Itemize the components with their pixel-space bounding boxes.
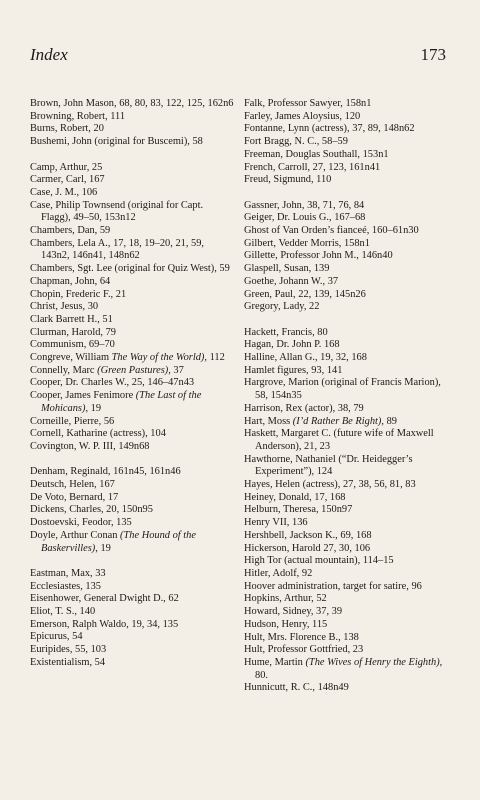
index-entry-text: Halline, Allan G., 19, 32, 168 xyxy=(244,352,367,364)
index-entry-text: Cooper, Dr. Charles W., 25, 146–47n43 xyxy=(30,377,195,389)
page-header xyxy=(30,45,446,75)
index-entry xyxy=(30,289,235,302)
index-entry-text: Chambers, Sgt. Lee (original for Quiz West), 59 xyxy=(30,263,230,275)
index-entry-text: Clark Barrett H., 51 xyxy=(30,313,113,325)
index-entry xyxy=(244,339,450,352)
index-entry-text: , 37 xyxy=(168,364,184,376)
index-entry xyxy=(30,111,235,124)
index-entry-text: Communism, 69–70 xyxy=(30,339,115,351)
index-entry xyxy=(30,517,235,530)
index-entry xyxy=(30,644,235,657)
index-entry-text: Bushemi, John (original for Buscemi), 58 xyxy=(30,136,203,148)
index-entry-text: Hudson, Henry, 115 xyxy=(244,618,328,630)
index-entry xyxy=(244,365,450,378)
index-entry-text: Chambers, Lela A., 17, 18, 19–20, 21, 59, 143n2, 146n41, 148n62 xyxy=(30,237,205,262)
index-entry-text: Hult, Professor Gottfried, 23 xyxy=(244,644,364,656)
index-entry-text: Fort Bragg, N. C., 58–59 xyxy=(244,136,348,148)
index-entry xyxy=(244,454,450,479)
index-entry-text: Euripides, 55, 103 xyxy=(30,644,107,656)
index-entry-text: Hershbell, Jackson K., 69, 168 xyxy=(244,529,372,541)
index-entry xyxy=(30,225,235,238)
index-entry xyxy=(244,403,450,416)
index-entry xyxy=(30,314,235,327)
index-entry xyxy=(30,619,235,632)
index-entry-text: Freeman, Douglas Southall, 153n1 xyxy=(244,148,389,160)
index-entry xyxy=(30,377,235,390)
index-entry xyxy=(244,149,450,162)
index-entry xyxy=(244,123,450,136)
index-entry-text: Hagan, Dr. John P. 168 xyxy=(244,339,340,351)
index-entry xyxy=(30,162,235,175)
letter-group-gap xyxy=(244,187,450,200)
index-entry-text: Denham, Reginald, 161n45, 161n46 xyxy=(30,466,181,478)
index-entry-work-title: (I’d Rather Be Right) xyxy=(292,415,382,427)
index-entry-text: Case, J. M., 106 xyxy=(30,186,98,198)
index-entry xyxy=(244,428,450,453)
index-entry-text: Cooper, James Fenimore xyxy=(30,390,136,402)
index-entry xyxy=(30,631,235,644)
index-entry-text: Epicurus, 54 xyxy=(30,631,83,643)
index-entry xyxy=(244,276,450,289)
index-entry xyxy=(244,162,450,175)
index-entry-text: Chambers, Dan, 59 xyxy=(30,225,111,237)
index-entry-text: Fontanne, Lynn (actress), 37, 89, 148n62 xyxy=(244,123,415,135)
index-entry xyxy=(244,238,450,251)
index-entry-text: Congreve, William xyxy=(30,352,112,364)
index-entry-text: Hult, Mrs. Florence B., 138 xyxy=(244,631,359,643)
index-entry-text: Farley, James Aloysius, 120 xyxy=(244,110,361,122)
index-entry xyxy=(30,441,235,454)
index-entry xyxy=(30,657,235,670)
index-entry-work-title: (The Hound of the Baskervilles) xyxy=(41,529,196,554)
index-entry-work-title: (Green Pastures) xyxy=(97,364,169,376)
page-number: 173 xyxy=(420,45,446,64)
index-entry xyxy=(244,479,450,492)
index-entry xyxy=(244,657,450,682)
index-entry-text: Gregory, Lady, 22 xyxy=(244,301,320,313)
letter-group-gap xyxy=(30,149,235,162)
index-entry-text: Hitler, Adolf, 92 xyxy=(244,567,313,579)
index-entry-text: , 112 xyxy=(204,352,225,364)
index-entry-text: Henry VII, 136 xyxy=(244,517,308,529)
running-head-title: Index xyxy=(30,45,68,64)
index-entry-text: Chapman, John, 64 xyxy=(30,275,111,287)
index-entry-text: Hargrove, Marion (original of Francis Marion), 58, 154n35 xyxy=(244,377,441,402)
index-entry xyxy=(30,416,235,429)
index-entry xyxy=(244,250,450,263)
index-entry-text: Hickerson, Harold 27, 30, 106 xyxy=(244,542,371,554)
index-entry xyxy=(244,530,450,543)
index-entry xyxy=(244,619,450,632)
index-entry-text: Howard, Sidney, 37, 39 xyxy=(244,606,343,618)
index-entry-text: Hume, Martin xyxy=(244,656,306,668)
index-entry xyxy=(30,123,235,136)
index-entry xyxy=(244,632,450,645)
index-entry xyxy=(30,504,235,517)
index-entry-text: Connelly, Marc xyxy=(30,364,98,376)
index-entry xyxy=(244,543,450,556)
index-entry xyxy=(244,200,450,213)
index-entry-work-title: The Way of the World) xyxy=(111,352,205,364)
index-entry-text: Hayes, Helen (actress), 27, 38, 56, 81, 83 xyxy=(244,479,416,491)
index-entry-text: Doyle, Arthur Conan xyxy=(30,529,121,541)
index-entry xyxy=(244,263,450,276)
index-entry xyxy=(244,644,450,657)
letter-group-gap xyxy=(30,454,235,467)
index-entry xyxy=(244,517,450,530)
index-entry-text: Hart, Moss xyxy=(244,415,293,427)
index-entry-text: Gillette, Professor John M., 146n40 xyxy=(244,250,393,262)
index-entry-text: Harrison, Rex (actor), 38, 79 xyxy=(244,402,364,414)
letter-group-gap xyxy=(30,555,235,568)
index-entry-text: High Tor (actual mountain), 114–15 xyxy=(244,555,394,567)
index-entry-text: Freud, Sigmund, 110 xyxy=(244,174,332,186)
index-entry-text: Helburn, Theresa, 150n97 xyxy=(244,504,353,516)
index-entry-text: Chopin, Frederic F., 21 xyxy=(30,288,127,300)
index-entry-text: Brown, John Mason, 68, 80, 83, 122, 125, 162n6 xyxy=(30,98,234,109)
index-entry xyxy=(244,289,450,302)
index-entry xyxy=(244,301,450,314)
index-entry xyxy=(30,492,235,505)
index-entry xyxy=(244,492,450,505)
index-entry-text: Glaspell, Susan, 139 xyxy=(244,263,330,275)
index-entry-text: Gassner, John, 38, 71, 76, 84 xyxy=(244,199,365,211)
index-entry xyxy=(30,593,235,606)
index-entry xyxy=(30,238,235,263)
index-entry-text: Gilbert, Vedder Morris, 158n1 xyxy=(244,237,370,249)
index-entry xyxy=(244,225,450,238)
index-entry xyxy=(30,263,235,276)
index-entry xyxy=(244,416,450,429)
index-entry xyxy=(30,352,235,365)
index-entry-text: , 19 xyxy=(85,402,102,414)
index-entry xyxy=(244,581,450,594)
index-entry-text: Hawthorne, Nathaniel (“Dr. Heidegger’s Experiment”), 124 xyxy=(244,453,413,478)
index-entry-text: Corneille, Pierre, 56 xyxy=(30,415,115,427)
index-entry-text: Clurman, Harold, 79 xyxy=(30,326,116,338)
index-entry-work-title: (The Last of the Mohicans) xyxy=(41,390,202,414)
index-entry xyxy=(30,606,235,619)
index-entry-text: Carmer, Carl, 167 xyxy=(30,174,105,186)
index-entry-text: Hamlet figures, 93, 141 xyxy=(244,364,343,376)
index-entry-text: Browning, Robert, 111 xyxy=(30,110,126,122)
index-entry-text: Eisenhower, General Dwight D., 62 xyxy=(30,593,179,605)
index-entry-text: Dickens, Charles, 20, 150n95 xyxy=(30,504,153,516)
index-entry-text: Deutsch, Helen, 167 xyxy=(30,479,115,491)
index-entry xyxy=(30,339,235,352)
index-entry-text: Hopkins, Arthur, 52 xyxy=(244,593,327,605)
index-entry xyxy=(30,276,235,289)
index-entry xyxy=(244,593,450,606)
index-entry-text: Emerson, Ralph Waldo, 19, 34, 135 xyxy=(30,618,179,630)
index-entry-text: Hoover administration, target for satire, 96 xyxy=(244,580,422,592)
index-entry-text: Heiney, Donald, 17, 168 xyxy=(244,491,346,503)
index-entry-text: Covington, W. P. III, 149n68 xyxy=(30,440,150,452)
index-entry-text: Case, Philip Townsend (original for Capt. Flagg), 49–50, 153n12 xyxy=(30,199,204,224)
index-entry xyxy=(244,606,450,619)
index-entry xyxy=(30,530,235,555)
index-entry xyxy=(244,174,450,187)
index-entry xyxy=(30,466,235,479)
index-entry xyxy=(30,98,235,111)
index-entry-text: Hunnicutt, R. C., 148n49 xyxy=(244,682,349,694)
index-entry xyxy=(30,479,235,492)
index-entry-text: Falk, Professor Sawyer, 158n1 xyxy=(244,98,372,109)
index-entry-text: Eastman, Max, 33 xyxy=(30,567,106,579)
index-entry-text: Dostoevski, Feodor, 135 xyxy=(30,517,132,529)
index-column-left xyxy=(30,98,235,670)
index-entry-text: , 89 xyxy=(381,415,397,427)
index-entry xyxy=(244,352,450,365)
index-entry-text: , 80. xyxy=(255,656,443,681)
index-entry-work-title: (The Wives of Henry the Eighth) xyxy=(305,656,440,668)
index-entry xyxy=(30,390,235,415)
index-entry xyxy=(244,98,450,111)
index-entry-text: Camp, Arthur, 25 xyxy=(30,161,103,173)
index-entry xyxy=(244,377,450,402)
index-entry xyxy=(30,365,235,378)
index-entry xyxy=(244,504,450,517)
index-entry-text: , 19 xyxy=(95,542,111,554)
letter-group-gap xyxy=(244,314,450,327)
index-entry-text: Eliot, T. S., 140 xyxy=(30,606,96,618)
index-entry xyxy=(30,568,235,581)
index-entry xyxy=(30,327,235,340)
index-entry xyxy=(244,568,450,581)
index-entry xyxy=(244,212,450,225)
index-entry xyxy=(244,682,450,695)
index-entry-text: French, Carroll, 27, 123, 161n41 xyxy=(244,161,381,173)
index-entry xyxy=(30,187,235,200)
index-column-right xyxy=(244,98,450,695)
index-entry-text: Existentialism, 54 xyxy=(30,656,106,668)
index-entry-text: Burns, Robert, 20 xyxy=(30,123,104,135)
index-entry xyxy=(244,327,450,340)
index-entry-text: Haskett, Margaret C. (future wife of Maxwell Anderson), 21, 23 xyxy=(244,428,434,452)
index-entry xyxy=(30,136,235,149)
index-entry xyxy=(30,581,235,594)
index-entry-text: Cornell, Katharine (actress), 104 xyxy=(30,428,166,440)
index-entry-text: De Voto, Bernard, 17 xyxy=(30,491,119,503)
index-entry-text: Christ, Jesus, 30 xyxy=(30,301,99,313)
index-entry xyxy=(244,111,450,124)
index-entry-text: Hackett, Francis, 80 xyxy=(244,326,328,338)
index-entry xyxy=(30,428,235,441)
index-entry-text: Geiger, Dr. Louis G., 167–68 xyxy=(244,212,366,224)
index-entry xyxy=(30,301,235,314)
index-entry-text: Green, Paul, 22, 139, 145n26 xyxy=(244,288,366,300)
index-entry-text: Ghost of Van Orden’s fianceé, 160–61n30 xyxy=(244,225,419,237)
index-entry-text: Ecclesiastes, 135 xyxy=(30,580,101,592)
index-entry xyxy=(30,200,235,225)
index-entry xyxy=(244,136,450,149)
index-entry xyxy=(244,555,450,568)
index-entry xyxy=(30,174,235,187)
index-entry-text: Goethe, Johann W., 37 xyxy=(244,275,339,287)
